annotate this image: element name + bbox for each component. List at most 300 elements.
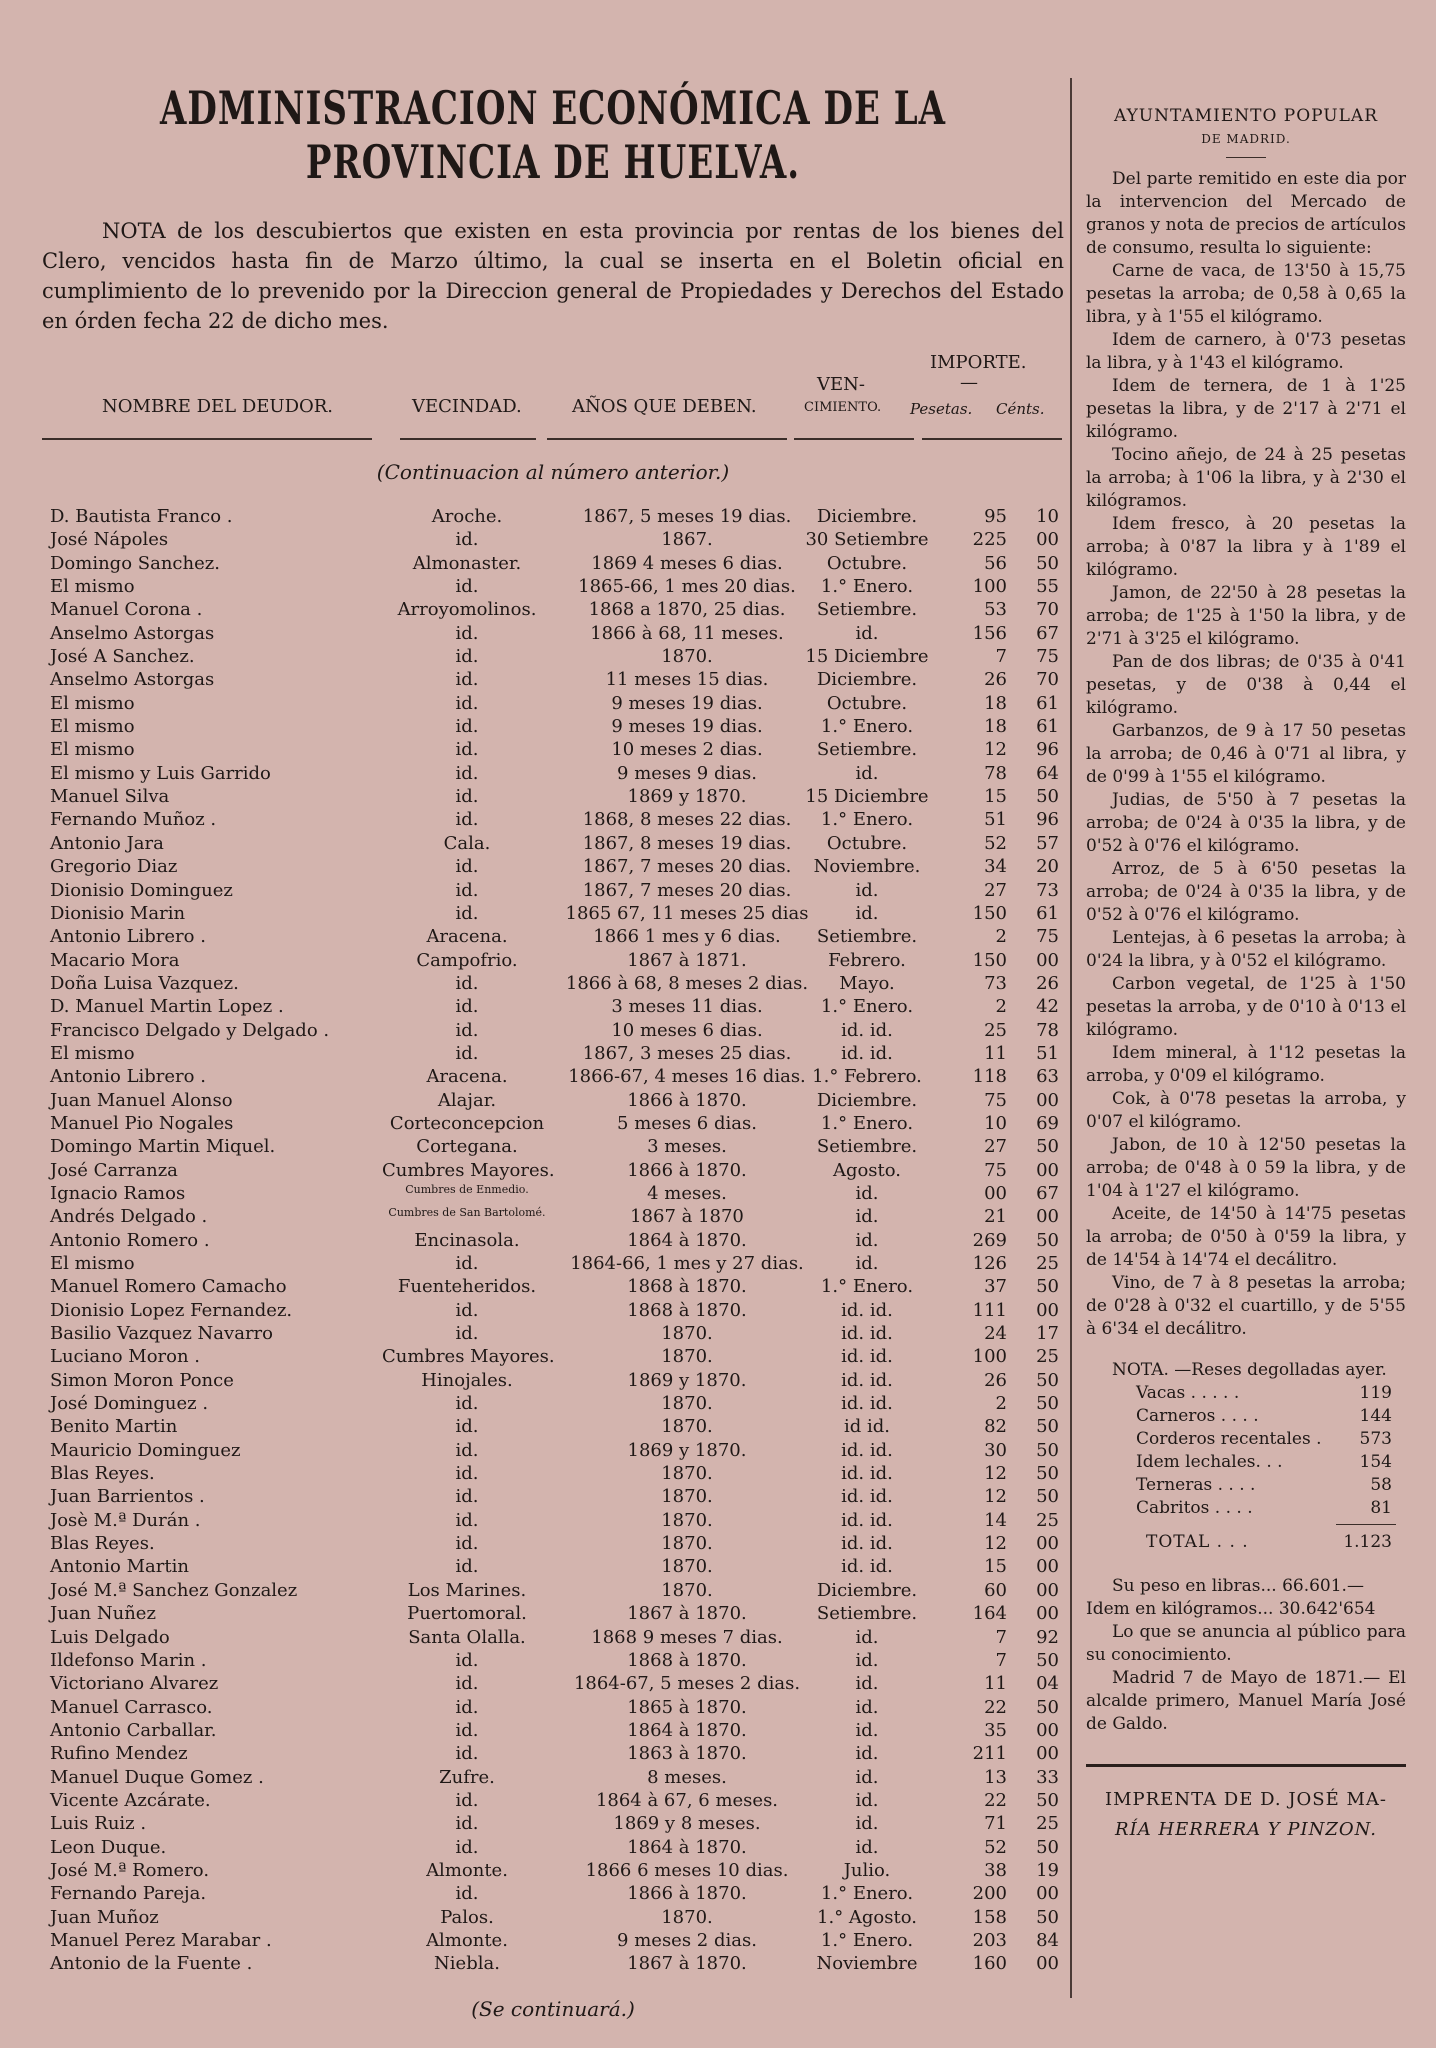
debtor-name: Luis Ruiz . xyxy=(50,1813,147,1835)
debtor-name: Anselmo Astorgas xyxy=(50,669,215,691)
debtor-vecindad: Almonte. xyxy=(426,1859,508,1881)
debtor-anos: 1870. xyxy=(661,1556,713,1578)
debtor-pesetas: 95 xyxy=(984,506,1007,527)
debtor-name: Antonio Romero . xyxy=(50,1229,210,1251)
debtor-row xyxy=(42,1113,1064,1136)
debtor-row xyxy=(42,903,1064,926)
debtor-anos: 1868 à 1870. xyxy=(627,1276,747,1298)
debtor-centimos: 50 xyxy=(1036,1439,1059,1461)
debtor-vencimiento: id. xyxy=(855,1673,879,1695)
debtor-row xyxy=(42,1860,1064,1883)
debtor-name: Ildefonso Marin . xyxy=(50,1649,207,1671)
count-value: 154 xyxy=(1359,1452,1392,1472)
debtor-pesetas: 150 xyxy=(972,902,1007,924)
debtor-vencimiento: Agosto. xyxy=(832,1159,902,1181)
debtor-name: Basilio Vazquez Navarro xyxy=(50,1323,273,1345)
debtor-name: Manuel Perez Marabar . xyxy=(50,1929,272,1951)
debtor-name: Manuel Corona . xyxy=(50,599,203,621)
debtor-row xyxy=(42,1020,1064,1043)
debtor-vecindad: Aroche. xyxy=(431,506,503,527)
page-title: ADMINISTRACION ECONÓMICA DE LA PROVINCIA DE HUELVA. xyxy=(159,82,946,190)
debtor-centimos: 00 xyxy=(1036,529,1059,551)
debtor-row xyxy=(42,1090,1064,1113)
debtor-pesetas: 38 xyxy=(984,1859,1007,1881)
imprenta-line-2: RÍA HERRERA Y PINZON. xyxy=(1115,1819,1377,1840)
price-paragraph: Jamon, de 22'50 à 28 pesetas la arroba; de 1'25 à 1'50 la libra, y de 2'71 à 3'25 el kilógramo. xyxy=(1086,583,1406,649)
debtor-vencimiento: 15 Diciembre xyxy=(805,786,929,808)
header-anos: AÑOS QUE DEBEN. xyxy=(572,396,757,417)
debtor-vecindad: Almonaster. xyxy=(412,552,522,574)
debtor-row xyxy=(42,506,1064,529)
debtor-anos: 8 meses. xyxy=(647,1766,727,1788)
debtor-anos: 1870. xyxy=(661,1533,713,1555)
debtor-centimos: 50 xyxy=(1036,1393,1059,1415)
debtor-name: José M.ª Sanchez Gonzalez xyxy=(50,1579,298,1601)
debtor-name: Simon Moron Ponce xyxy=(50,1369,234,1391)
debtor-vencimiento: id. id. xyxy=(841,1299,893,1321)
debtor-vencimiento: id. xyxy=(855,1743,879,1765)
debtor-anos: 5 meses 6 dias. xyxy=(617,1112,757,1134)
debtor-centimos: 50 xyxy=(1036,786,1059,808)
debtor-pesetas: 2 xyxy=(995,1393,1007,1415)
debtor-vencimiento: 30 Setiembre xyxy=(805,529,929,551)
debtor-centimos: 61 xyxy=(1036,692,1059,714)
debtor-row xyxy=(42,1883,1064,1906)
debtor-anos: 1870. xyxy=(661,1323,713,1345)
debtor-anos: 1868 à 1870. xyxy=(627,1649,747,1671)
debtor-row xyxy=(42,1370,1064,1393)
debtor-centimos: 50 xyxy=(1036,1276,1059,1298)
count-value: 144 xyxy=(1359,1406,1392,1426)
debtor-pesetas: 25 xyxy=(984,1019,1007,1041)
debtor-anos: 1870. xyxy=(661,646,713,668)
debtor-vecindad: id. xyxy=(455,1253,479,1274)
debtor-pesetas: 126 xyxy=(972,1253,1007,1274)
debtor-vencimiento: Setiembre. xyxy=(816,1136,918,1158)
debtor-vecindad: id. xyxy=(455,1019,479,1041)
debtor-vecindad: Hinojales. xyxy=(421,1369,513,1391)
debtor-centimos: 61 xyxy=(1036,902,1059,924)
debtor-row xyxy=(42,1253,1064,1276)
debtor-row xyxy=(42,1556,1064,1579)
debtor-anos: 1866 6 meses 10 dias. xyxy=(585,1859,789,1881)
debtor-vecindad: Cumbres Mayores. xyxy=(382,1159,555,1181)
debtor-vencimiento: id. id. xyxy=(841,1346,893,1368)
debtor-row xyxy=(42,1393,1064,1416)
debtor-anos: 10 meses 6 dias. xyxy=(611,1019,763,1041)
debtor-anos: 1866 à 1870. xyxy=(627,1883,747,1905)
slaughter-count-row xyxy=(1086,1497,1406,1520)
debtor-centimos: 64 xyxy=(1036,762,1059,784)
debtor-centimos: 00 xyxy=(1036,1556,1059,1578)
debtor-anos: 1867, 3 meses 25 dias. xyxy=(582,1042,792,1064)
debtor-name: D. Manuel Martin Lopez . xyxy=(50,996,284,1018)
debtor-anos: 1864-67, 5 meses 2 dias. xyxy=(573,1673,801,1695)
debtor-centimos: 50 xyxy=(1036,1486,1059,1508)
debtor-centimos: 67 xyxy=(1036,1182,1059,1204)
header-rule xyxy=(922,438,1062,440)
debtor-name: Dionisio Dominguez xyxy=(50,879,233,901)
debtor-row xyxy=(42,576,1064,599)
debtor-row xyxy=(42,1440,1064,1463)
debtor-pesetas: 150 xyxy=(972,949,1007,971)
debtor-centimos: 04 xyxy=(1036,1673,1059,1695)
note-paragraph: NOTA de los descubiertos que existen en esta provincia por rentas de los bienes del Clero, vencidos hasta fin de Marzo último, la cual se inserta en el Boletin oficial en cumplimiento de lo prevenido por la Direccion general de Propiedades y Derechos del Estado en órden fecha 22 de dicho mes. xyxy=(42,219,1064,333)
signature: Madrid 7 de Mayo de 1871.— El alcalde primero, Manuel María José de Galdo. xyxy=(1086,1668,1406,1734)
debtor-vecindad: id. xyxy=(455,1556,479,1578)
debtor-centimos: 50 xyxy=(1036,1649,1059,1671)
debtor-vecindad: id. xyxy=(455,622,479,644)
debtor-row xyxy=(42,1533,1064,1556)
debtor-vencimiento: id. xyxy=(855,622,879,644)
debtor-vencimiento: id. id. xyxy=(841,1019,893,1041)
price-paragraph: Idem de carnero, à 0'73 pesetas la libra, y à 1'43 el kilógramo. xyxy=(1086,330,1406,373)
debtor-pesetas: 78 xyxy=(984,762,1007,784)
debtor-pesetas: 203 xyxy=(972,1929,1007,1951)
debtor-name: Francisco Delgado y Delgado . xyxy=(50,1019,330,1041)
debtor-row xyxy=(42,1463,1064,1486)
debtor-name: Rufino Mendez xyxy=(50,1743,188,1765)
ayuntamiento-section xyxy=(1086,105,1406,1845)
debtor-anos: 1869 y 1870. xyxy=(627,786,747,808)
debtor-name: Antonio Librero . xyxy=(50,1066,206,1088)
debtor-row xyxy=(42,809,1064,832)
debtor-name: Manuel Pio Nogales xyxy=(50,1112,234,1134)
debtor-vecindad: id. xyxy=(455,716,479,738)
debtor-name: Josè M.ª Durán . xyxy=(50,1509,201,1531)
price-paragraph: Aceite, de 14'50 à 14'75 pesetas la arroba; de 0'50 à 0'59 la libra, y de 14'54 à 14'74 el decálitro. xyxy=(1086,1204,1406,1270)
debtor-name: Anselmo Astorgas xyxy=(50,622,215,644)
debtor-pesetas: 7 xyxy=(995,1626,1007,1648)
debtor-vencimiento: 1.° Agosto. xyxy=(817,1906,917,1928)
debtor-anos: 1867 à 1870. xyxy=(627,1953,747,1975)
debtor-row xyxy=(42,1743,1064,1766)
debtor-centimos: 70 xyxy=(1036,669,1059,691)
debtor-pesetas: 12 xyxy=(984,1486,1007,1508)
debtor-anos: 1864 à 1870. xyxy=(627,1836,747,1858)
debtor-vecindad: id. xyxy=(455,1533,479,1555)
debtor-name: Ignacio Ramos xyxy=(50,1182,186,1204)
debtor-pesetas: 53 xyxy=(984,599,1007,621)
total-value: 1.123 xyxy=(1343,1532,1392,1552)
header-rule xyxy=(400,438,536,440)
debtor-anos: 1867 à 1871. xyxy=(627,949,747,971)
debtor-anos: 1868 à 1870. xyxy=(627,1299,747,1321)
debtor-vecindad: id. xyxy=(455,1042,479,1064)
debtor-centimos: 96 xyxy=(1036,809,1059,831)
count-value: 81 xyxy=(1370,1498,1392,1518)
debtor-anos: 3 meses. xyxy=(647,1136,727,1158)
debtor-vencimiento: id. xyxy=(855,1253,879,1274)
debtor-vencimiento: id. xyxy=(855,1229,879,1251)
debtor-name: Dionisio Lopez Fernandez. xyxy=(50,1299,293,1321)
debtor-centimos: 50 xyxy=(1036,1696,1059,1718)
price-paragraph: Cok, à 0'78 pesetas la arroba, y 0'07 el kilógramo. xyxy=(1086,1089,1406,1132)
debtor-centimos: 00 xyxy=(1036,1883,1059,1905)
debtor-anos: 1864 à 1870. xyxy=(627,1229,747,1251)
debtor-vencimiento: id. xyxy=(855,879,879,901)
debtor-row xyxy=(42,1136,1064,1159)
count-value: 119 xyxy=(1359,1383,1392,1403)
debtor-vecindad: id. xyxy=(455,902,479,924)
debtor-anos: 9 meses 9 dias. xyxy=(617,762,757,784)
debtor-centimos: 50 xyxy=(1036,1369,1059,1391)
debtor-centimos: 50 xyxy=(1036,1463,1059,1485)
debtor-vencimiento: Diciembre. xyxy=(816,669,918,691)
debtor-anos: 1866 1 mes y 6 dias. xyxy=(593,926,781,948)
debtor-centimos: 73 xyxy=(1036,879,1059,901)
debtor-name: Juan Barrientos . xyxy=(50,1486,205,1508)
debtor-vecindad: id. xyxy=(455,669,479,691)
continuation-note: (Continuacion al número anterior.) xyxy=(376,460,730,484)
count-label: Vacas . . . . . xyxy=(1136,1383,1240,1403)
debtor-vecindad: Cala. xyxy=(443,832,491,854)
slaughter-count-row xyxy=(1086,1451,1406,1474)
debtor-anos: 1869 y 8 meses. xyxy=(613,1813,761,1835)
debtor-vecindad: Cumbres Mayores. xyxy=(382,1346,555,1368)
debtor-name: Gregorio Diaz xyxy=(50,856,178,878)
debtor-centimos: 50 xyxy=(1036,1136,1059,1158)
debtor-vencimiento: id. xyxy=(855,762,879,784)
count-label: Corderos recentales . xyxy=(1136,1429,1322,1449)
debtor-pesetas: 100 xyxy=(972,1346,1007,1368)
debtor-name: Doña Luisa Vazquez. xyxy=(50,972,239,994)
debtor-pesetas: 269 xyxy=(972,1229,1007,1251)
debtor-name: Antonio Librero . xyxy=(50,926,206,948)
debtor-vencimiento: id. id. xyxy=(841,1556,893,1578)
debtor-vecindad: id. xyxy=(455,576,479,598)
debtor-row xyxy=(42,1767,1064,1790)
debtor-centimos: 50 xyxy=(1036,1836,1059,1858)
debtor-name: Fernando Pareja. xyxy=(50,1883,207,1905)
debtor-anos: 1866 à 68, 8 meses 2 dias. xyxy=(565,972,809,994)
debtor-anos: 9 meses 19 dias. xyxy=(611,692,763,714)
debtor-vecindad: id. xyxy=(455,1649,479,1671)
debtor-pesetas: 18 xyxy=(984,692,1007,714)
debtor-centimos: 63 xyxy=(1036,1066,1059,1088)
debtor-anos: 1864 à 67, 6 meses. xyxy=(595,1789,779,1811)
debtor-vencimiento: 1.° Febrero. xyxy=(812,1066,922,1088)
debtor-vencimiento: 1.° Enero. xyxy=(820,716,914,738)
debtor-row xyxy=(42,669,1064,692)
debtor-vencimiento: id. xyxy=(855,902,879,924)
debtor-centimos: 10 xyxy=(1036,506,1059,527)
count-label: Cabritos . . . . xyxy=(1136,1498,1253,1518)
debtor-pesetas: 52 xyxy=(984,832,1007,854)
debtor-row xyxy=(42,833,1064,856)
debtor-pesetas: 211 xyxy=(972,1743,1007,1765)
debtor-centimos: 00 xyxy=(1036,1299,1059,1321)
debtor-row xyxy=(42,973,1064,996)
debtor-vecindad: id. xyxy=(455,1416,479,1438)
debtor-vencimiento: id. id. xyxy=(841,1439,893,1461)
debtor-pesetas: 75 xyxy=(984,1159,1007,1181)
count-value: 58 xyxy=(1370,1475,1392,1495)
debtor-row xyxy=(42,1790,1064,1813)
header-rule xyxy=(42,438,372,440)
debtor-row xyxy=(42,1627,1064,1650)
debtor-vecindad: Campofrio. xyxy=(416,949,518,971)
debtor-anos: 1867. xyxy=(661,529,713,551)
debtor-vecindad: Puertomoral. xyxy=(407,1603,527,1625)
debtor-name: Antonio de la Fuente . xyxy=(50,1953,253,1975)
closing-note: Lo que se anuncia al público para su conocimiento. xyxy=(1086,1622,1406,1665)
debtor-centimos: 50 xyxy=(1036,1789,1059,1811)
debtor-vecindad: Arroyomolinos. xyxy=(397,599,537,621)
debtor-name: Leon Duque. xyxy=(50,1836,167,1858)
header-cimiento: CIMIENTO. xyxy=(804,400,882,415)
debtor-name: Mauricio Dominguez xyxy=(50,1439,241,1461)
debtor-row xyxy=(42,529,1064,552)
debtor-pesetas: 18 xyxy=(984,716,1007,738)
header-pesetas: Pesetas. xyxy=(910,400,973,418)
debtor-anos: 1865 à 1870. xyxy=(627,1696,747,1718)
debtor-pesetas: 27 xyxy=(984,1136,1007,1158)
debtor-vencimiento: Setiembre. xyxy=(816,739,918,761)
debtor-pesetas: 24 xyxy=(984,1323,1007,1345)
debtor-centimos: 19 xyxy=(1036,1859,1059,1881)
debtor-name: El mismo xyxy=(50,739,135,761)
debtor-vencimiento: Julio. xyxy=(843,1859,891,1881)
debtor-vecindad: Los Marines. xyxy=(407,1579,527,1601)
debtor-pesetas: 111 xyxy=(972,1299,1007,1321)
debtor-row xyxy=(42,1650,1064,1673)
debtor-name: El mismo xyxy=(50,716,135,738)
debtor-anos: 10 meses 2 dias. xyxy=(611,739,763,761)
debtor-pesetas: 160 xyxy=(972,1953,1007,1975)
debtor-pesetas: 71 xyxy=(984,1813,1007,1835)
debtor-vencimiento: id. xyxy=(855,1696,879,1718)
debtor-anos: 1868 9 meses 7 dias. xyxy=(591,1626,783,1648)
debtor-vecindad: Alajar. xyxy=(437,1089,497,1111)
debtor-name: Antonio Carballar. xyxy=(50,1719,217,1741)
debtor-row xyxy=(42,1183,1064,1206)
debtor-vecindad: id. xyxy=(455,739,479,761)
debtor-vecindad: Corteconcepcion xyxy=(389,1112,545,1134)
debtor-pesetas: 26 xyxy=(984,1369,1007,1391)
debtor-pesetas: 2 xyxy=(995,926,1007,948)
debtor-pesetas: 34 xyxy=(984,856,1007,878)
debtor-vecindad: id. xyxy=(455,1299,479,1321)
debtor-centimos: 50 xyxy=(1036,1416,1059,1438)
debtor-vecindad: Palos. xyxy=(440,1906,494,1928)
debtor-row xyxy=(42,1043,1064,1066)
debtor-anos: 1867, 7 meses 20 dias. xyxy=(582,856,792,878)
debtor-pesetas: 10 xyxy=(984,1112,1007,1134)
debtor-vencimiento: 1.° Enero. xyxy=(820,576,914,598)
weight-line: Idem en kilógramos... 30.642'654 xyxy=(1086,1599,1376,1619)
debtor-name: Manuel Duque Gomez . xyxy=(50,1766,264,1788)
debtor-vencimiento: id. xyxy=(855,1182,879,1204)
debtor-centimos: 75 xyxy=(1036,926,1059,948)
debtor-centimos: 00 xyxy=(1036,1089,1059,1111)
debtor-name: El mismo xyxy=(50,576,135,598)
debtor-vencimiento: id. id. xyxy=(841,1323,893,1345)
debtor-anos: 9 meses 2 dias. xyxy=(617,1929,757,1951)
debtor-pesetas: 52 xyxy=(984,1836,1007,1858)
debtor-vencimiento: Setiembre. xyxy=(816,926,918,948)
price-paragraph: Del parte remitido en este dia por la intervencion del Mercado de granos y nota de precios de artículos de consumo, resulta lo siguiente: xyxy=(1086,169,1406,258)
debtor-name: José Carranza xyxy=(50,1159,178,1181)
debtor-vecindad: Fuenteheridos. xyxy=(397,1276,537,1298)
debtor-vecindad: id. xyxy=(455,809,479,831)
slaughter-count-row xyxy=(1086,1428,1406,1451)
debtor-anos: 1866-67, 4 meses 16 dias. xyxy=(568,1066,806,1088)
debtor-vencimiento: Setiembre. xyxy=(816,1603,918,1625)
debtor-vencimiento: id id. xyxy=(843,1416,890,1438)
debtor-row xyxy=(42,1416,1064,1439)
debtor-pesetas: 12 xyxy=(984,1533,1007,1555)
price-paragraph: Jabon, de 10 à 12'50 pesetas la arroba; de 0'48 à 0 59 la libra, y de 1'04 à 1'27 el kilógramo. xyxy=(1086,1135,1406,1201)
price-paragraph: Pan de dos libras; de 0'35 à 0'41 pesetas, y de 0'38 à 0,44 el kilógramo. xyxy=(1086,652,1406,718)
debtor-pesetas: 35 xyxy=(984,1719,1007,1741)
debtor-row xyxy=(42,1276,1064,1299)
debtor-vencimiento: id. id. xyxy=(841,1486,893,1508)
debtor-vecindad: id. xyxy=(455,1696,479,1718)
table-header xyxy=(42,350,1064,450)
debtor-row xyxy=(42,1160,1064,1183)
debtor-pesetas: 37 xyxy=(984,1276,1007,1298)
debtor-pesetas: 22 xyxy=(984,1696,1007,1718)
debtor-pesetas: 12 xyxy=(984,739,1007,761)
debtor-vencimiento: Diciembre. xyxy=(816,1089,918,1111)
slaughter-count-row xyxy=(1086,1405,1406,1428)
debtor-name: Vicente Azcárate. xyxy=(50,1789,211,1811)
debtor-centimos: 00 xyxy=(1036,1953,1059,1975)
debtor-row xyxy=(42,763,1064,786)
debtor-vencimiento: id. xyxy=(855,1649,879,1671)
price-paragraph: Vino, de 7 à 8 pesetas la arroba; de 0'28 à 0'32 el cuartillo, y de 5'55 à 6'34 el decálitro. xyxy=(1086,1273,1406,1339)
debtor-pesetas: 11 xyxy=(984,1673,1007,1695)
debtor-anos: 1870. xyxy=(661,1346,713,1368)
debtor-name: José Nápoles xyxy=(50,529,169,551)
debtor-anos: 1865 67, 11 meses 25 dias xyxy=(565,902,809,924)
debtor-pesetas: 15 xyxy=(984,1556,1007,1578)
debtor-name: Macario Mora xyxy=(50,949,180,971)
debtor-anos: 4 meses. xyxy=(647,1182,727,1204)
debtor-row xyxy=(42,1300,1064,1323)
debtor-centimos: 67 xyxy=(1036,622,1059,644)
debtors-section xyxy=(42,82,1064,2021)
debtor-name: Luis Delgado xyxy=(50,1626,170,1648)
debtor-row xyxy=(42,716,1064,739)
debtor-name: Antonio Martin xyxy=(50,1556,189,1578)
debtor-centimos: 17 xyxy=(1036,1323,1059,1345)
price-paragraph: Arroz, de 5 à 6'50 pesetas la arroba; de 0'24 à 0'35 la libra, y de 0'52 à 0'76 el kilógramo. xyxy=(1086,859,1406,925)
debtor-vecindad: Encinasola. xyxy=(414,1229,520,1251)
count-label: Carneros . . . . xyxy=(1136,1406,1259,1426)
debtor-centimos: 25 xyxy=(1036,1813,1059,1835)
debtor-vecindad: Aracena. xyxy=(426,1066,508,1088)
debtor-vencimiento: Mayo. xyxy=(839,972,895,994)
debtor-anos: 1867, 7 meses 20 dias. xyxy=(582,879,792,901)
debtor-name: Juan Manuel Alonso xyxy=(50,1089,233,1111)
debtor-pesetas: 22 xyxy=(984,1789,1007,1811)
debtor-pesetas: 156 xyxy=(972,622,1007,644)
debtor-pesetas: 30 xyxy=(984,1439,1007,1461)
debtor-vecindad: id. xyxy=(455,1463,479,1485)
debtor-centimos: 50 xyxy=(1036,552,1059,574)
debtor-centimos: 61 xyxy=(1036,716,1059,738)
debtor-anos: 1866 à 1870. xyxy=(627,1089,747,1111)
ayuntamiento-title: AYUNTAMIENTO POPULAR xyxy=(1114,106,1378,126)
debtor-vecindad: Niebla. xyxy=(434,1953,500,1975)
debtor-vecindad: id. xyxy=(455,762,479,784)
debtor-anos: 1864-66, 1 mes y 27 dias. xyxy=(570,1253,804,1274)
debtor-name: D. Bautista Franco . xyxy=(50,506,233,527)
debtor-pesetas: 164 xyxy=(972,1603,1007,1625)
debtor-anos: 1865-66, 1 mes 20 dias. xyxy=(578,576,796,598)
